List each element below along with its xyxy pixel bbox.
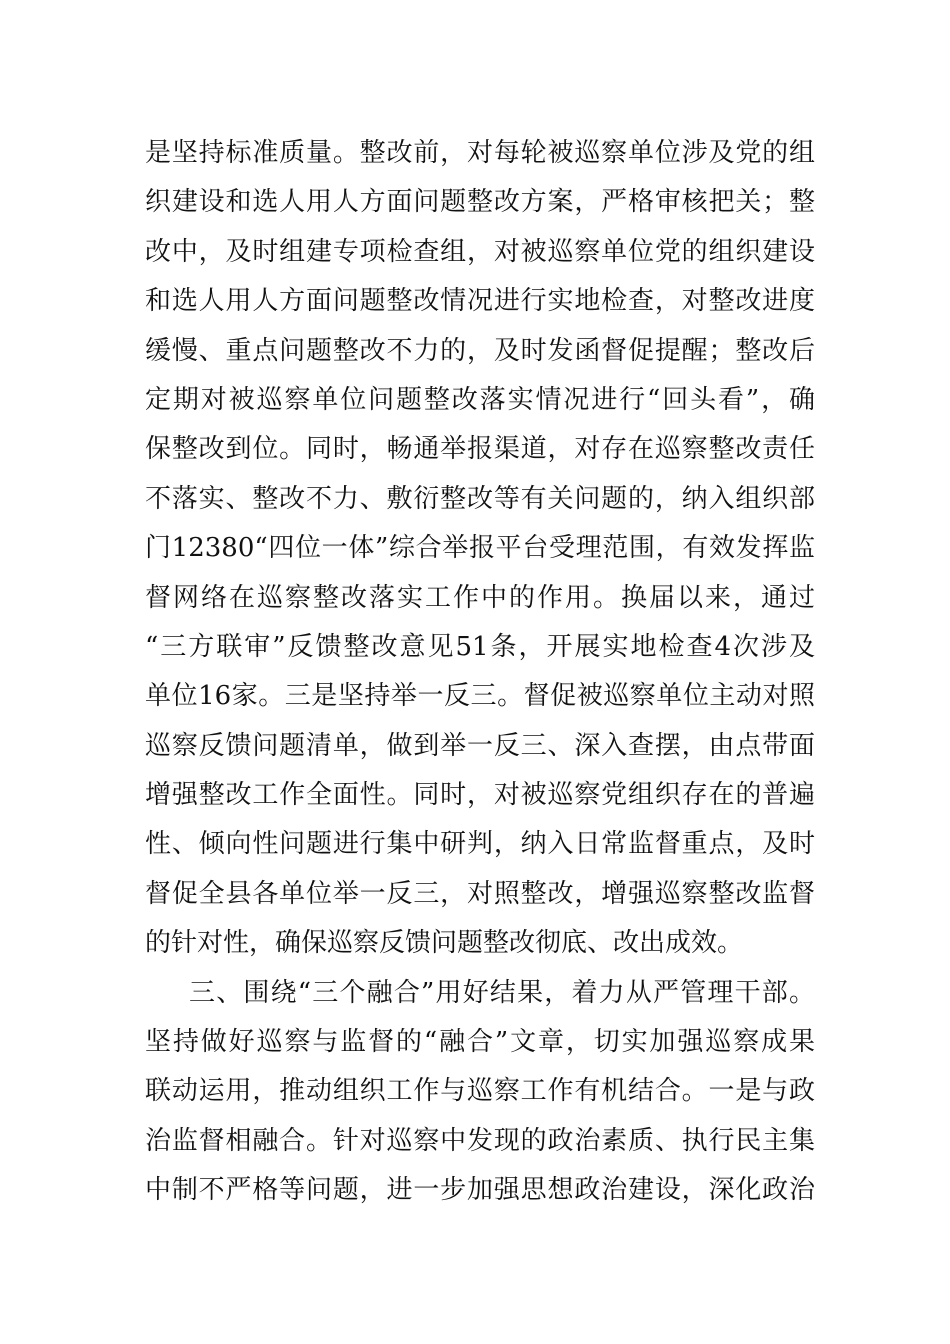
- text-line: 性、倾向性问题进行集中研判，纳入日常监督重点，及时: [145, 829, 815, 860]
- text-line: 联动运用，推动组织工作与巡察工作有机结合。一是与政: [145, 1076, 815, 1107]
- text-line: 织建设和选人用人方面问题整改方案，严格审核把关；整: [145, 187, 815, 218]
- text-line: 改中，及时组建专项检查组，对被巡察单位党的组织建设: [145, 236, 815, 267]
- text-line: 缓慢、重点问题整改不力的，及时发函督促提醒；整改后: [145, 335, 815, 366]
- text-line: 保整改到位。同时，畅通举报渠道，对存在巡察整改责任: [145, 434, 815, 465]
- text-line: 坚持做好巡察与监督的“融合”文章，切实加强巡察成果: [145, 1027, 815, 1058]
- text-line: 督网络在巡察整改落实工作中的作用。换届以来，通过: [145, 582, 815, 613]
- section-heading-line: 三、围绕“三个融合”用好结果，着力从严管理干部。: [189, 977, 815, 1008]
- text-line: 是坚持标准质量。整改前，对每轮被巡察单位涉及党的组: [145, 138, 815, 168]
- text-line: “三方联审”反馈整改意见51条，开展实地检查4次涉及: [145, 631, 815, 662]
- text-line: 不落实、整改不力、敷衍整改等有关问题的，纳入组织部: [145, 483, 815, 514]
- text-line: 增强整改工作全面性。同时，对被巡察党组织存在的普遍: [145, 780, 815, 811]
- text-line: 单位16家。三是坚持举一反三。督促被巡察单位主动对照: [145, 681, 815, 712]
- body-text: [145, 129, 815, 1216]
- text-line: 中制不严格等问题，进一步加强思想政治建设，深化政治: [145, 1175, 815, 1206]
- text-line: 和选人用人方面问题整改情况进行实地检查，对整改进度: [145, 286, 815, 317]
- text-line: 巡察反馈问题清单，做到举一反三、深入查摆，由点带面: [145, 730, 815, 761]
- text-line: 治监督相融合。针对巡察中发现的政治素质、执行民主集: [145, 1125, 815, 1156]
- text-line: 门12380“四位一体”综合举报平台受理范围，有效发挥监: [145, 533, 815, 564]
- text-line: 定期对被巡察单位问题整改落实情况进行“回头看”，确: [145, 384, 815, 415]
- paragraph-end-line: 的针对性，确保巡察反馈问题整改彻底、改出成效。: [145, 928, 744, 959]
- text-line: 督促全县各单位举一反三，对照整改，增强巡察整改监督: [145, 878, 815, 909]
